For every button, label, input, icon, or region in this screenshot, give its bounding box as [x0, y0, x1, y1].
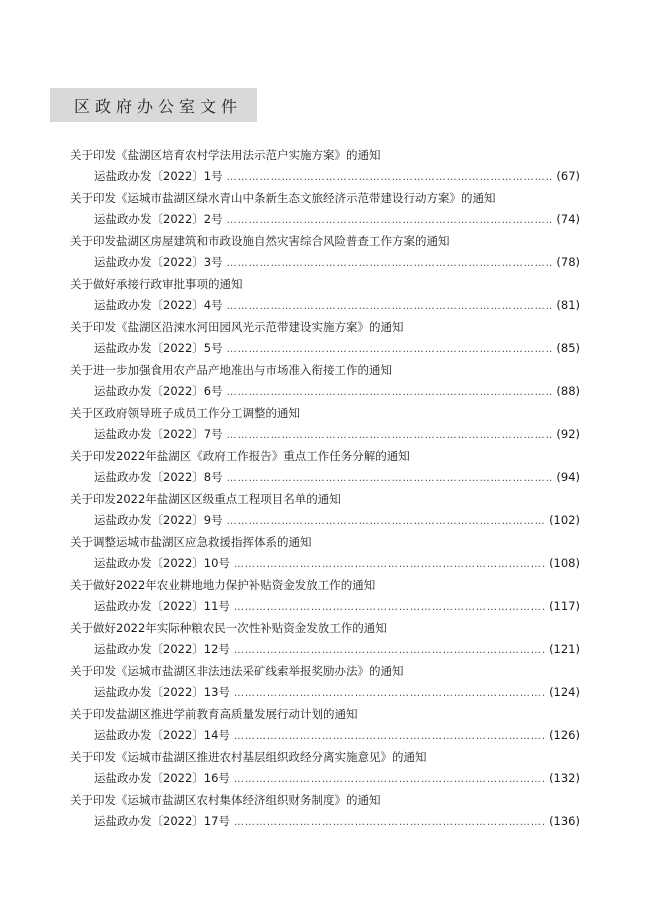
dot-leader [227, 212, 553, 229]
page-number: (94) [556, 470, 580, 484]
dot-leader [234, 556, 545, 573]
dot-leader [227, 513, 545, 530]
toc-entry [70, 620, 580, 663]
entry-line [94, 555, 580, 573]
page-number: (74) [556, 212, 580, 226]
page-number: (67) [556, 169, 580, 183]
document-number: 运盐政办发〔2022〕12号 [94, 642, 230, 656]
document-number: 运盐政办发〔2022〕11号 [94, 599, 230, 613]
dot-leader [234, 771, 545, 788]
entry-title: 关于印发2022年盐湖区《政府工作报告》重点工作任务分解的通知 [70, 449, 410, 463]
entry-line [94, 512, 580, 530]
document-number: 运盐政办发〔2022〕6号 [94, 384, 223, 398]
entry-title: 关于印发《盐湖区培育农村学法用法示范户实施方案》的通知 [70, 148, 381, 162]
entry-line [94, 598, 580, 616]
entry-title: 关于做好承接行政审批事项的通知 [70, 277, 243, 291]
page-number: (88) [556, 384, 580, 398]
page-number: (81) [556, 298, 580, 312]
entry-title: 关于进一步加强食用农产品产地准出与市场准入衔接工作的通知 [70, 363, 392, 377]
document-number: 运盐政办发〔2022〕1号 [94, 169, 223, 183]
toc-entry [70, 405, 580, 448]
entry-title: 关于印发《运城市盐湖区绿水青山中条新生态文旅经济示范带建设行动方案》的通知 [70, 191, 496, 205]
document-number: 运盐政办发〔2022〕10号 [94, 556, 230, 570]
entry-line [94, 211, 580, 229]
entry-title: 关于印发盐湖区房屋建筑和市政设施自然灾害综合风险普查工作方案的通知 [70, 234, 450, 248]
entry-line [94, 770, 580, 788]
document-number: 运盐政办发〔2022〕7号 [94, 427, 223, 441]
document-number: 运盐政办发〔2022〕9号 [94, 513, 223, 527]
document-number: 运盐政办发〔2022〕3号 [94, 255, 223, 269]
dot-leader [227, 169, 553, 186]
toc-entry [70, 792, 580, 835]
page-number: (136) [549, 814, 580, 828]
section-header [50, 88, 257, 122]
entry-line [94, 383, 580, 401]
table-of-contents [70, 147, 580, 835]
toc-entry [70, 147, 580, 190]
page-number: (124) [549, 685, 580, 699]
dot-leader [234, 599, 545, 616]
entry-title: 关于印发《运城市盐湖区推进农村基层组织政经分离实施意见》的通知 [70, 750, 427, 764]
entry-line [94, 684, 580, 702]
entry-title: 关于印发盐湖区推进学前教育高质量发展行动计划的通知 [70, 707, 358, 721]
entry-line [94, 254, 580, 272]
dot-leader [227, 427, 553, 444]
page-number: (121) [549, 642, 580, 656]
entry-line [94, 469, 580, 487]
entry-line [94, 168, 580, 186]
page-number: (92) [556, 427, 580, 441]
entry-line [94, 426, 580, 444]
toc-entry [70, 319, 580, 362]
document-number: 运盐政办发〔2022〕5号 [94, 341, 223, 355]
page-number: (78) [556, 255, 580, 269]
dot-leader [234, 685, 545, 702]
entry-line [94, 727, 580, 745]
page-number: (108) [549, 556, 580, 570]
document-number: 运盐政办发〔2022〕8号 [94, 470, 223, 484]
entry-title: 关于印发《运城市盐湖区非法违法采矿线索举报奖励办法》的通知 [70, 664, 404, 678]
entry-title: 关于区政府领导班子成员工作分工调整的通知 [70, 406, 300, 420]
page-number: (117) [549, 599, 580, 613]
dot-leader [227, 341, 553, 358]
toc-entry [70, 577, 580, 620]
page-number: (102) [549, 513, 580, 527]
toc-entry [70, 448, 580, 491]
toc-entry [70, 362, 580, 405]
toc-entry [70, 190, 580, 233]
document-number: 运盐政办发〔2022〕13号 [94, 685, 230, 699]
entry-title: 关于做好2022年实际种粮农民一次性补贴资金发放工作的通知 [70, 621, 387, 635]
toc-entry [70, 276, 580, 319]
entry-title: 关于印发《运城市盐湖区农村集体经济组织财务制度》的通知 [70, 793, 381, 807]
entry-line [94, 641, 580, 659]
page-number: (126) [549, 728, 580, 742]
toc-entry [70, 534, 580, 577]
dot-leader [227, 470, 553, 487]
section-title: 区政府办公室文件 [74, 96, 243, 116]
document-number: 运盐政办发〔2022〕2号 [94, 212, 223, 226]
entry-title: 关于做好2022年农业耕地地力保护补贴资金发放工作的通知 [70, 578, 376, 592]
dot-leader [227, 255, 553, 272]
entry-line [94, 297, 580, 315]
dot-leader [227, 298, 553, 315]
document-number: 运盐政办发〔2022〕17号 [94, 814, 230, 828]
entry-line [94, 340, 580, 358]
entry-title: 关于印发《盐湖区沿涑水河田园风光示范带建设实施方案》的通知 [70, 320, 404, 334]
dot-leader [234, 728, 545, 745]
entry-title: 关于调整运城市盐湖区应急救援指挥体系的通知 [70, 535, 312, 549]
toc-entry [70, 663, 580, 706]
document-number: 运盐政办发〔2022〕16号 [94, 771, 230, 785]
toc-entry [70, 233, 580, 276]
document-number: 运盐政办发〔2022〕4号 [94, 298, 223, 312]
toc-entry [70, 491, 580, 534]
dot-leader [227, 384, 553, 401]
toc-entry [70, 749, 580, 792]
dot-leader [234, 814, 545, 831]
entry-title: 关于印发2022年盐湖区区级重点工程项目名单的通知 [70, 492, 341, 506]
page-number: (85) [556, 341, 580, 355]
document-number: 运盐政办发〔2022〕14号 [94, 728, 230, 742]
entry-line [94, 813, 580, 831]
page-number: (132) [549, 771, 580, 785]
toc-entry [70, 706, 580, 749]
dot-leader [234, 642, 545, 659]
